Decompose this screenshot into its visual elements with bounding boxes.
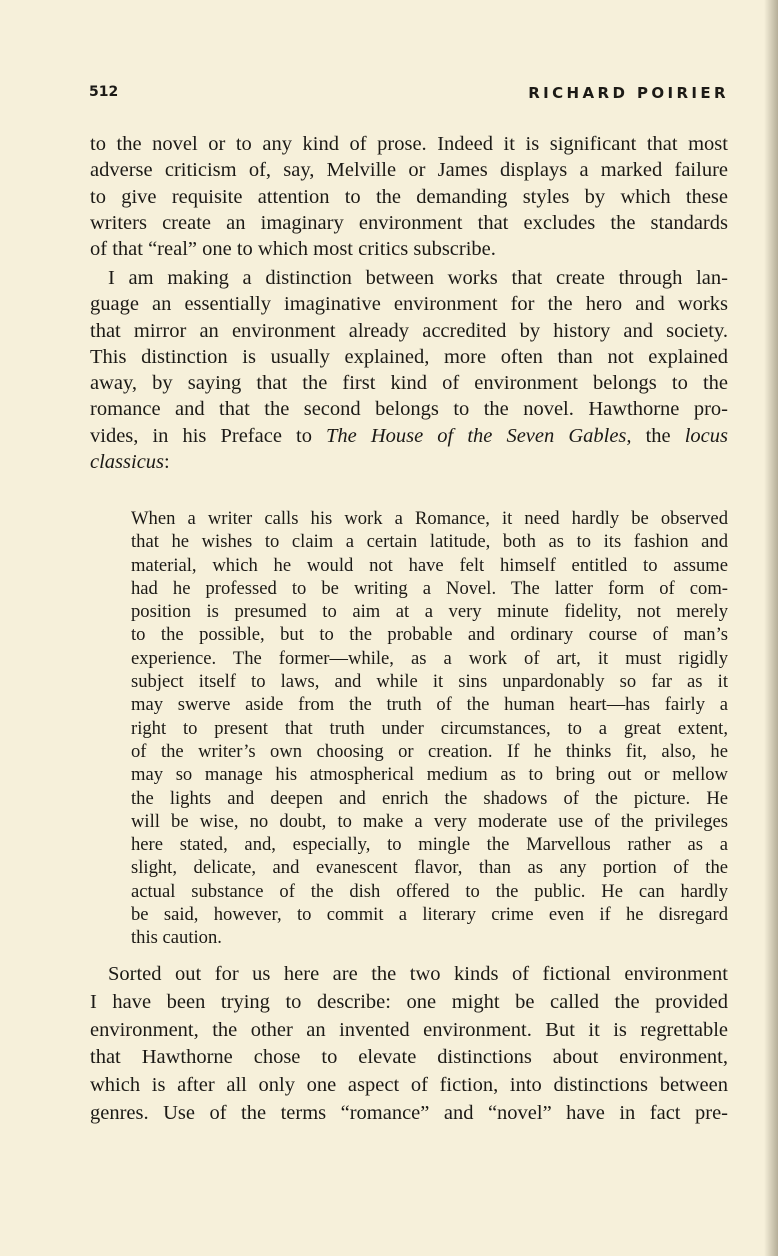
paragraph-1 xyxy=(90,131,728,262)
text-line xyxy=(90,1072,728,1100)
text-line xyxy=(90,423,728,449)
text-line xyxy=(131,787,728,810)
text-segment: actual substance of the dish offered to the public. He can hardly xyxy=(131,880,728,902)
text-segment: to the novel or to any kind of prose. Indeed it is significant that most xyxy=(90,133,728,155)
text-line xyxy=(131,693,728,716)
text-line xyxy=(90,370,728,396)
text-line xyxy=(131,717,728,740)
text-segment: slight, delicate, and evanescent flavor, than as any portion of the xyxy=(131,857,728,879)
text-line xyxy=(90,449,728,475)
text-line xyxy=(90,318,728,344)
text-segment: that he wishes to claim a certain latitude, both as to its fashion and xyxy=(131,531,728,553)
text-segment: the xyxy=(631,424,685,447)
text-line xyxy=(90,157,728,183)
text-segment: be said, however, to commit a literary crime even if he disregard xyxy=(131,904,728,926)
text-segment: will be wise, no doubt, to make a very moderate use of the privileges xyxy=(131,810,728,832)
page-header xyxy=(89,84,729,108)
text-segment: may swerve aside from the truth of the human heart—has fairly a xyxy=(131,694,728,716)
text-line xyxy=(131,740,728,763)
text-line xyxy=(90,184,728,210)
text-line xyxy=(131,856,728,879)
text-line xyxy=(90,961,728,989)
text-line xyxy=(90,210,728,236)
text-line xyxy=(131,647,728,670)
text-segment: that Hawthorne chose to elevate distinctions about environment, xyxy=(90,1046,728,1069)
text-segment: I have been trying to describe: one might be called the provided xyxy=(90,990,728,1013)
text-line xyxy=(131,926,728,949)
page-number: 512 xyxy=(89,84,119,100)
text-segment: that mirror an environment already accredited by history and society. xyxy=(90,319,728,342)
text-line xyxy=(90,396,728,422)
text-segment: environment, the other an invented environment. But it is regrettable xyxy=(90,1018,728,1041)
paragraph-3 xyxy=(90,961,728,1128)
text-line xyxy=(90,989,728,1017)
text-segment: to give requisite attention to the demanding styles by which these xyxy=(90,185,728,208)
text-line xyxy=(131,763,728,786)
text-segment: had he professed to be writing a Novel. The latter form of com- xyxy=(131,577,728,599)
text-line xyxy=(90,344,728,370)
text-line xyxy=(131,554,728,577)
paragraph-2 xyxy=(90,265,728,475)
text-line xyxy=(131,880,728,903)
text-line xyxy=(90,291,728,317)
text-segment: material, which he would not have felt himself entitled to assume xyxy=(131,554,728,576)
text-segment: to the possible, but to the probable and ordinary course of man’s xyxy=(131,624,728,646)
text-segment: the lights and deepen and enrich the shadows of the picture. He xyxy=(131,787,728,809)
text-line xyxy=(131,530,728,553)
text-segment: here stated, and, especially, to mingle the Marvellous rather as a xyxy=(131,834,728,856)
text-segment: When a writer calls his work a Romance, it need hardly be observed xyxy=(131,508,728,529)
text-line xyxy=(90,1017,728,1045)
text-line xyxy=(90,265,728,291)
italic-text: The House of the Seven Gables, xyxy=(326,424,632,447)
text-segment: of the writer’s own choosing or creation. If he thinks fit, also, he xyxy=(131,740,728,762)
text-segment: This distinction is usually explained, more often than not explained xyxy=(90,345,728,368)
text-segment: adverse criticism of, say, Melville or James displays a marked failure xyxy=(90,159,728,182)
text-line xyxy=(90,236,728,262)
running-head: RICHARD POIRIER xyxy=(528,84,729,102)
text-segment: position is presumed to aim at a very minute fidelity, not merely xyxy=(131,601,728,623)
text-segment: writers create an imaginary environment that excludes the standards xyxy=(90,211,728,234)
text-segment: away, by saying that the first kind of environment belongs to the xyxy=(90,372,728,395)
text-line xyxy=(131,623,728,646)
text-segment: I am making a distinction between works that create through lan- xyxy=(108,267,728,289)
italic-text: locus xyxy=(684,424,728,447)
text-segment: may so manage his atmospherical medium as to bring out or mellow xyxy=(131,764,728,786)
text-segment: experience. The former—while, as a work of art, it must rigidly xyxy=(131,647,728,669)
text-segment: vides, in his Preface to xyxy=(90,424,327,447)
text-segment: genres. Use of the terms “romance” and “novel” have in fact pre- xyxy=(90,1101,728,1124)
block-quote xyxy=(131,507,728,950)
text-segment: romance and that the second belongs to the novel. Hawthorne pro- xyxy=(90,398,728,421)
text-line xyxy=(90,1100,728,1128)
page-edge-shadow xyxy=(764,0,778,1256)
text-segment: right to present that truth under circumstances, to a great extent, xyxy=(131,717,728,739)
text-line xyxy=(131,810,728,833)
text-line xyxy=(131,833,728,856)
text-line xyxy=(90,1044,728,1072)
text-line xyxy=(131,577,728,600)
text-segment: subject itself to laws, and while it sins unpardonably so far as it xyxy=(131,671,728,693)
text-line xyxy=(131,903,728,926)
text-line xyxy=(131,670,728,693)
text-line xyxy=(131,600,728,623)
text-segment: of that “real” one to which most critics subscribe. xyxy=(90,238,496,261)
text-segment: this caution. xyxy=(131,927,222,949)
text-segment: guage an essentially imaginative environment for the hero and works xyxy=(90,293,728,316)
italic-text: classicus xyxy=(90,451,165,474)
text-segment: Sorted out for us here are the two kinds of fictional environment xyxy=(108,963,728,985)
text-line xyxy=(131,507,728,530)
text-segment: : xyxy=(164,451,170,474)
text-segment: which is after all only one aspect of fiction, into distinctions between xyxy=(90,1074,728,1097)
text-line xyxy=(90,131,728,157)
